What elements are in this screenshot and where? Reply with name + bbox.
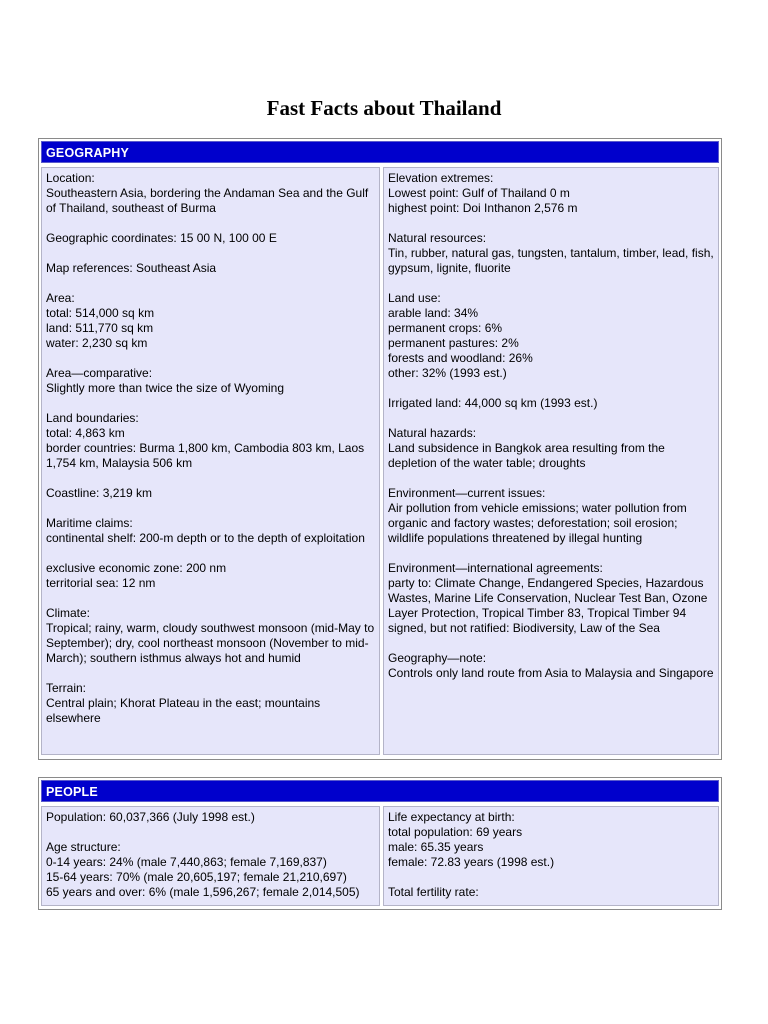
fact-value: Land subsidence in Bangkok area resulting from the depletion of the water table; droughts xyxy=(388,441,665,470)
fact-value: 65 years and over: 6% (male 1,596,267; female 2,014,505) xyxy=(46,885,360,899)
fact-label: Area—comparative: xyxy=(46,366,153,380)
fact-entry xyxy=(46,291,375,351)
fact-value: male: 65.35 years xyxy=(388,840,484,854)
geography-left-column xyxy=(41,167,380,755)
fact-value: permanent crops: 6% xyxy=(388,321,503,335)
fact-label: Total fertility rate: xyxy=(388,885,479,899)
fact-value: forests and woodland: 26% xyxy=(388,351,533,365)
fact-label: Population: 60,037,366 (July 1998 est.) xyxy=(46,810,255,824)
fact-value: other: 32% (1993 est.) xyxy=(388,366,507,380)
fact-label: Terrain: xyxy=(46,681,87,695)
fact-entry xyxy=(46,411,375,471)
fact-value: total population: 69 years xyxy=(388,825,523,839)
fact-label: Elevation extremes: xyxy=(388,171,494,185)
fact-label: Land use: xyxy=(388,291,441,305)
fact-value: land: 511,770 sq km xyxy=(46,321,154,335)
fact-value: 15-64 years: 70% (male 20,605,197; female 21,210,697) xyxy=(46,870,347,884)
fact-label: Age structure: xyxy=(46,840,121,854)
fact-value: signed, but not ratified: Biodiversity, Law of the Sea xyxy=(388,621,660,635)
people-header: PEOPLE xyxy=(41,780,719,802)
fact-value: Southeastern Asia, bordering the Andaman Sea and the Gulf of Thailand, southeast of Burma xyxy=(46,186,369,215)
fact-value: Slightly more than twice the size of Wyoming xyxy=(46,381,284,395)
fact-label: Location: xyxy=(46,171,95,185)
fact-entry xyxy=(46,261,375,276)
fact-label: Map references: Southeast Asia xyxy=(46,261,217,275)
fact-entry xyxy=(388,810,714,870)
fact-entry xyxy=(388,396,714,411)
fact-entry xyxy=(46,366,375,396)
fact-entry xyxy=(388,651,714,681)
fact-label: Land boundaries: xyxy=(46,411,139,425)
fact-label: Natural resources: xyxy=(388,231,487,245)
people-section xyxy=(38,777,722,910)
fact-value: Lowest point: Gulf of Thailand 0 m xyxy=(388,186,570,200)
people-left-column xyxy=(41,806,380,906)
fact-value: total: 514,000 sq km xyxy=(46,306,155,320)
fact-entry xyxy=(46,810,375,825)
fact-value: party to: Climate Change, Endangered Species, Hazardous Wastes, Marine Life Conservation, Nuclear Test Ban, Ozone Layer Protection, Tropical Timber 83, Tropical Timber 94 xyxy=(388,576,708,620)
fact-entry xyxy=(46,231,375,246)
fact-label: Natural hazards: xyxy=(388,426,477,440)
people-right-column xyxy=(383,806,719,906)
geography-section xyxy=(38,138,722,760)
fact-label: Climate: xyxy=(46,606,91,620)
fact-label: exclusive economic zone: 200 nm xyxy=(46,561,227,575)
fact-value: Controls only land route from Asia to Malaysia and Singapore xyxy=(388,666,714,680)
fact-entry xyxy=(46,561,375,591)
fact-entry xyxy=(388,561,714,636)
fact-value: Air pollution from vehicle emissions; water pollution from organic and factory wastes; deforestation; soil erosion; wildlife populations threatened by illegal hunting xyxy=(388,501,687,545)
fact-label: Geographic coordinates: 15 00 N, 100 00 E xyxy=(46,231,277,245)
fact-entry xyxy=(388,426,714,471)
fact-label: Maritime claims: xyxy=(46,516,133,530)
fact-value: border countries: Burma 1,800 km, Cambodia 803 km, Laos 1,754 km, Malaysia 506 km xyxy=(46,441,365,470)
fact-entry xyxy=(46,516,375,546)
fact-label: Irrigated land: 44,000 sq km (1993 est.) xyxy=(388,396,598,410)
fact-value: Central plain; Khorat Plateau in the east; mountains elsewhere xyxy=(46,696,321,725)
fact-value: continental shelf: 200-m depth or to the depth of exploitation xyxy=(46,531,365,545)
fact-label: Environment—current issues: xyxy=(388,486,546,500)
fact-entry xyxy=(46,171,375,216)
geography-right-column xyxy=(383,167,719,755)
fact-label: Environment—international agreements: xyxy=(388,561,603,575)
fact-entry xyxy=(388,291,714,381)
page-title: Fast Facts about Thailand xyxy=(266,96,502,120)
fact-entry xyxy=(46,681,375,726)
geography-header: GEOGRAPHY xyxy=(41,141,719,163)
fact-value: Tropical; rainy, warm, cloudy southwest monsoon (mid-May to September); dry, cool northeast monsoon (November to mid-March); southern isthmus always hot and humid xyxy=(46,621,375,665)
fact-entry xyxy=(388,231,714,276)
fact-value: Tin, rubber, natural gas, tungsten, tantalum, timber, lead, fish, gypsum, lignite, fluorite xyxy=(388,246,714,275)
fact-entry xyxy=(388,486,714,546)
fact-entry xyxy=(388,171,714,216)
fact-value: arable land: 34% xyxy=(388,306,479,320)
fact-label: Life expectancy at birth: xyxy=(388,810,515,824)
fact-label: Geography—note: xyxy=(388,651,487,665)
fact-value: total: 4,863 km xyxy=(46,426,125,440)
fact-entry xyxy=(46,840,375,900)
fact-entry xyxy=(46,486,375,501)
fact-entry xyxy=(46,606,375,666)
fact-entry xyxy=(388,885,714,900)
fact-label: Coastline: 3,219 km xyxy=(46,486,153,500)
fact-value: permanent pastures: 2% xyxy=(388,336,519,350)
fact-value: water: 2,230 sq km xyxy=(46,336,148,350)
fact-value: highest point: Doi Inthanon 2,576 m xyxy=(388,201,578,215)
fact-value: 0-14 years: 24% (male 7,440,863; female 7,169,837) xyxy=(46,855,327,869)
fact-value: female: 72.83 years (1998 est.) xyxy=(388,855,555,869)
fact-value: territorial sea: 12 nm xyxy=(46,576,156,590)
fact-label: Area: xyxy=(46,291,75,305)
